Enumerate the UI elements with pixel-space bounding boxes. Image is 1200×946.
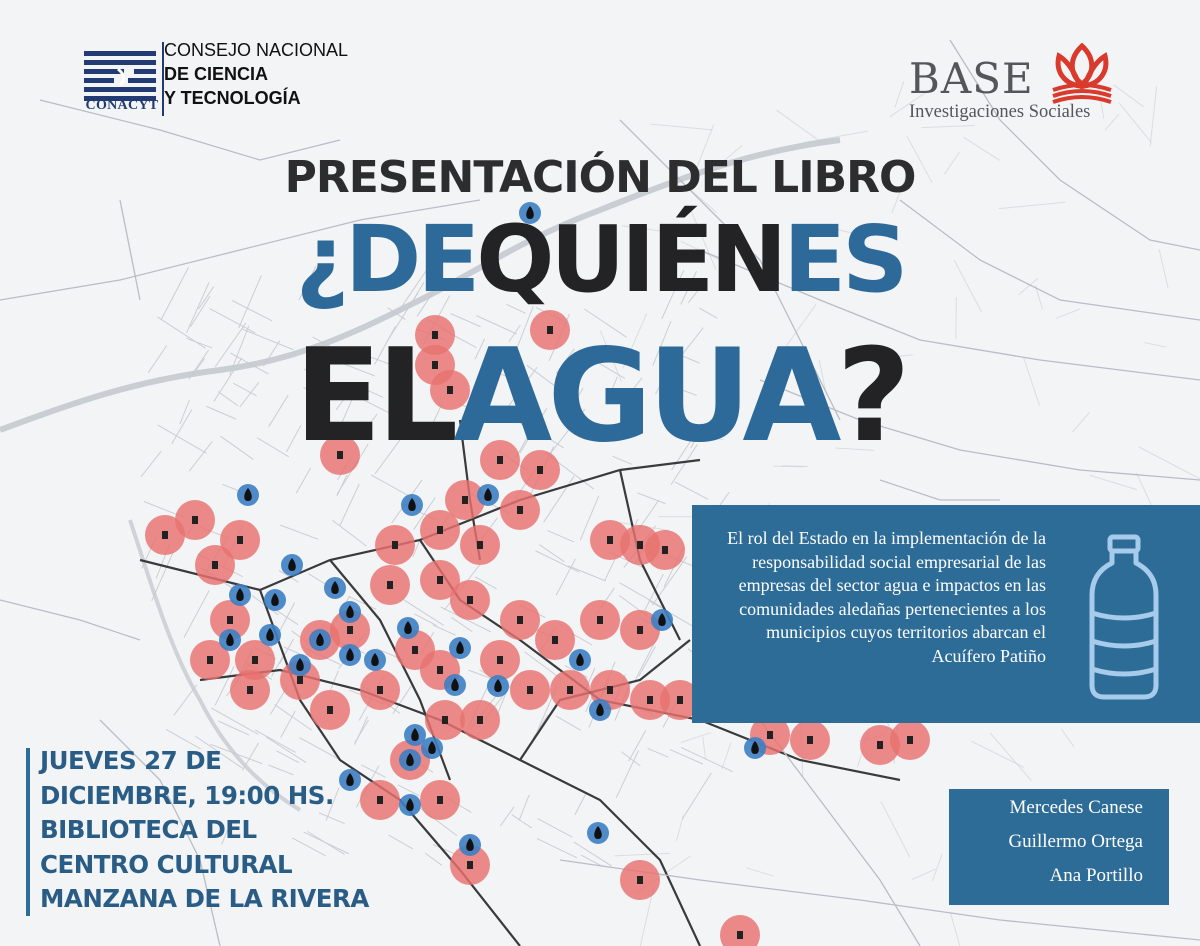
lotus-book-icon — [1047, 38, 1117, 104]
water-bottle-icon — [1082, 533, 1166, 703]
event-line-2: DICIEMBRE, 19:00 HS. — [40, 780, 334, 810]
heading-es: ES — [783, 206, 905, 313]
conacyt-line-1: CONSEJO NACIONAL — [164, 40, 349, 60]
author-name: Guillermo Ortega — [1008, 831, 1143, 852]
event-line-4: CENTRO CULTURAL — [40, 849, 293, 879]
base-logo — [905, 38, 1120, 128]
heading-line-3 — [0, 322, 1200, 471]
heading-line-2 — [0, 206, 1200, 313]
heading-agua: AGUA — [453, 322, 837, 471]
event-line-5: MANZANA DE LA RIVERA — [40, 884, 369, 913]
event-details — [40, 744, 369, 917]
base-name: BASE — [909, 54, 1034, 103]
author-name: Mercedes Canese — [1009, 797, 1143, 818]
event-line-3: BIBLIOTECA DEL — [40, 815, 257, 844]
base-subtitle: Investigaciones Sociales — [909, 102, 1091, 122]
conacyt-logo — [84, 40, 384, 120]
heading-de: ¿DE — [295, 206, 477, 313]
conacyt-line-3: Y TECNOLOGÍA — [164, 88, 301, 108]
heading-el: EL — [294, 322, 454, 471]
description-text: El rol del Estado en la implementación de la responsabilidad social empresarial de las empresas del sector agua e impactos en las comunidades aledañas pertenecientes a los municipios cuyos territorios abarcan el Acuífero Patiño — [727, 528, 1046, 666]
event-accent-bar — [26, 748, 30, 916]
conacyt-acronym: CONACYT — [85, 98, 159, 113]
heading-quien: QUIÉN — [476, 206, 784, 313]
description-box — [692, 505, 1200, 723]
heading-question-mark: ? — [836, 322, 906, 471]
heading-line-1: PRESENTACIÓN DEL LIBRO — [284, 152, 916, 203]
author-name: Ana Portillo — [1049, 865, 1143, 886]
event-line-1: JUEVES 27 DE — [40, 746, 222, 775]
conacyt-line-2: DE CIENCIA — [164, 64, 269, 84]
authors-box — [949, 789, 1169, 905]
